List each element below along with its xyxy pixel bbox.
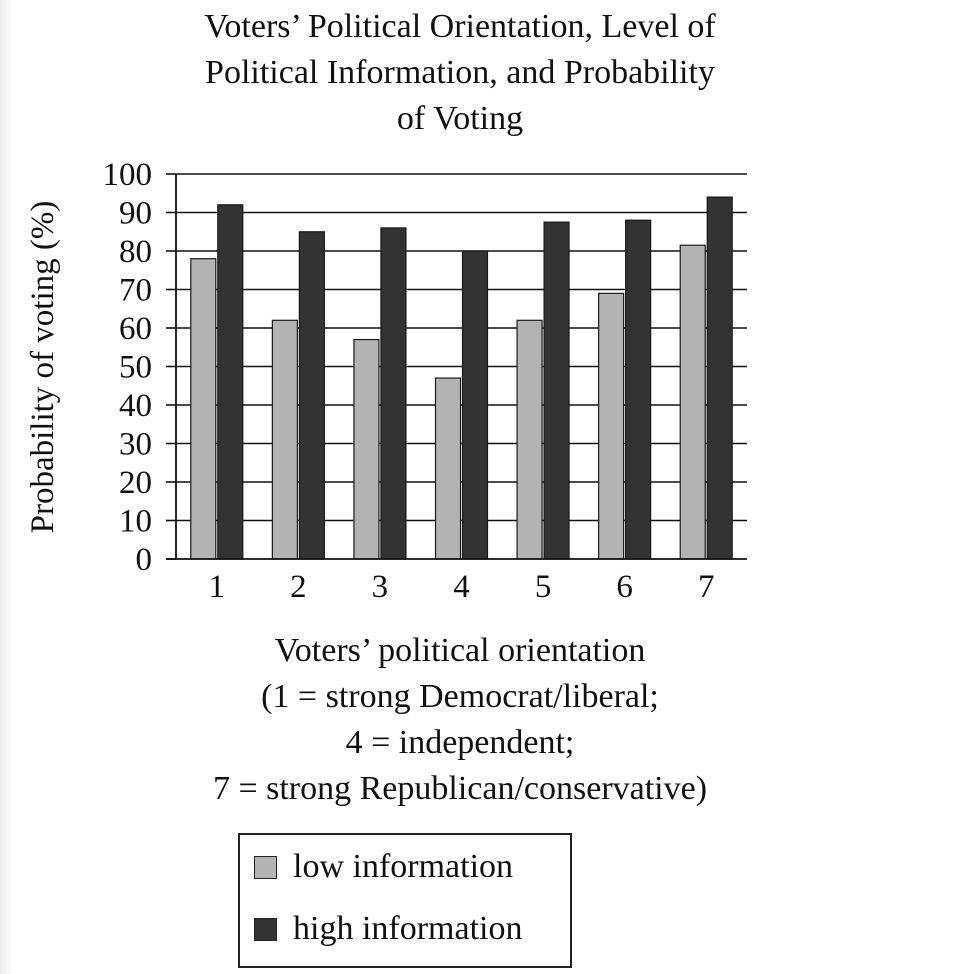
x-tick-label-1: 1 — [208, 569, 226, 605]
y-tick-label-10: 10 — [119, 503, 152, 540]
legend-swatch-low — [254, 856, 277, 879]
y-tick-label-20: 20 — [119, 465, 152, 501]
legend-swatch-high — [254, 918, 277, 941]
x-tick-labels — [209, 569, 715, 605]
bar-low-7 — [680, 245, 705, 559]
bar-high-7 — [707, 197, 732, 559]
bar-low-5 — [517, 320, 542, 559]
x-tick-label-6: 6 — [616, 569, 633, 605]
y-tick-label-90: 90 — [119, 195, 152, 232]
x-axis-label-line-1: Voters’ political orientation — [274, 632, 646, 669]
x-axis-label-line-3: 4 = independent; — [345, 724, 575, 761]
y-tick-label-30: 30 — [119, 426, 152, 463]
bar-low-3 — [354, 340, 379, 559]
gridlines — [176, 174, 747, 521]
x-tick-label-7: 7 — [697, 569, 715, 605]
bar-low-2 — [272, 320, 297, 559]
bar-low-1 — [191, 259, 216, 559]
y-tick-label-80: 80 — [119, 234, 152, 270]
bar-high-1 — [218, 205, 243, 559]
bar-high-6 — [626, 220, 651, 559]
y-tick-label-50: 50 — [119, 349, 152, 386]
legend-label-low: low information — [293, 848, 514, 885]
x-axis-label-line-2: (1 = strong Democrat/liberal; — [261, 678, 659, 715]
y-axis-label: Probability of voting (%) — [25, 200, 61, 534]
bar-high-2 — [299, 232, 324, 559]
x-tick-label-3: 3 — [371, 569, 389, 605]
bar-low-4 — [436, 378, 461, 559]
x-axis-label-line-4: 7 = strong Republican/conservative) — [212, 770, 708, 807]
y-tick-label-60: 60 — [119, 311, 152, 347]
legend-item-low-information — [254, 847, 513, 887]
y-tick-labels — [103, 157, 153, 578]
bar-high-5 — [544, 222, 569, 559]
legend — [238, 833, 572, 968]
chart-title-line-2: Political Information, and Probability — [205, 54, 715, 91]
y-tick-label-100: 100 — [102, 157, 152, 193]
x-tick-label-4: 4 — [453, 569, 470, 605]
legend-item-high-information — [254, 909, 522, 949]
bar-high-4 — [463, 251, 488, 559]
x-tick-label-2: 2 — [290, 569, 307, 605]
chart-title-line-1: Voters’ Political Orientation, Level of — [204, 8, 716, 45]
x-axis-label — [160, 628, 760, 812]
bar-low-6 — [599, 293, 624, 559]
legend-label-high: high information — [293, 910, 523, 947]
x-tick-label-5: 5 — [534, 569, 552, 605]
y-tick-label-0: 0 — [135, 542, 152, 578]
chart-title-line-3: of Voting — [396, 100, 524, 137]
y-tick-label-40: 40 — [119, 388, 152, 424]
y-tick-label-70: 70 — [119, 272, 152, 309]
bar-high-3 — [381, 228, 406, 559]
